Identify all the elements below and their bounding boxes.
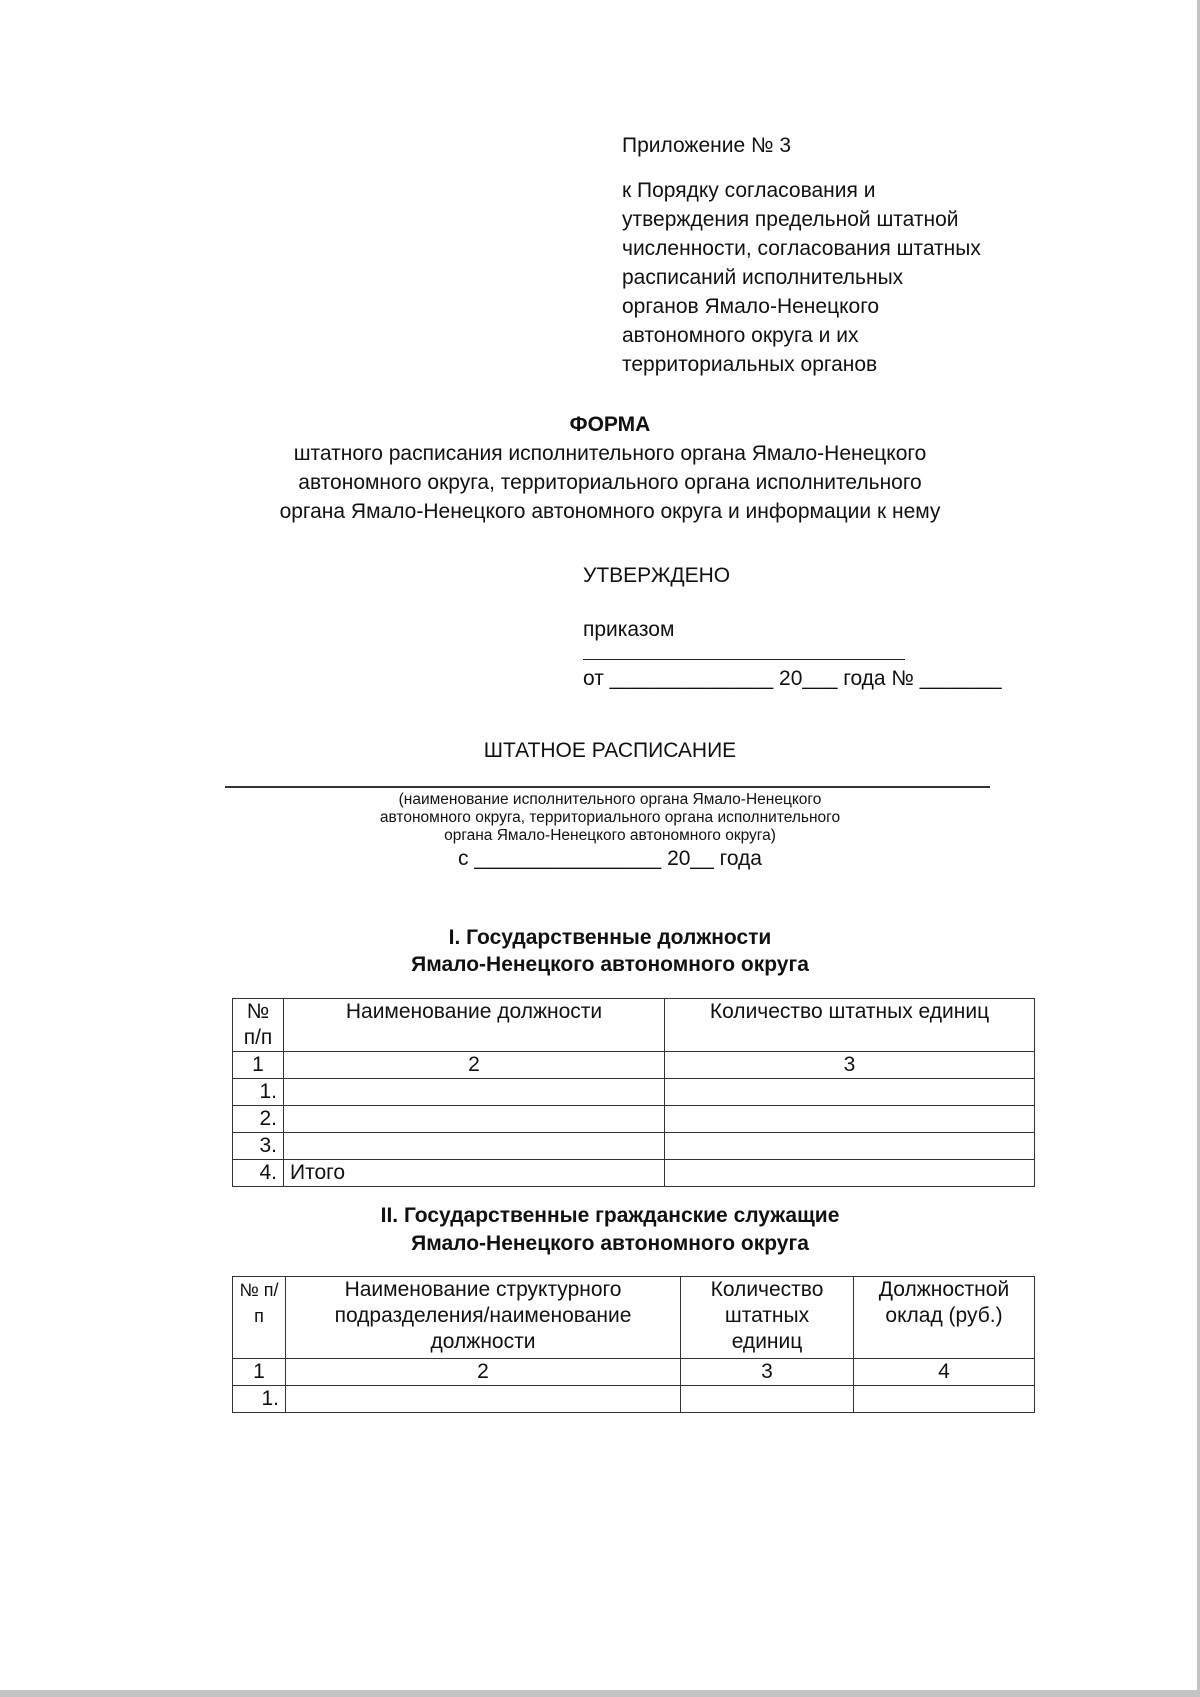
form-line: штатного расписания исполнительного органа Ямало-Ненецкого: [293, 442, 927, 465]
table-header-row: [233, 1277, 1035, 1359]
heading-line: Ямало-Ненецкого автономного округа: [411, 953, 809, 976]
cell[interactable]: [665, 1106, 1035, 1133]
caption-line: (наименование исполнительного органа Ямало-Ненецкого: [398, 791, 822, 808]
cell: 1: [233, 1359, 286, 1386]
cell[interactable]: [286, 1386, 681, 1413]
cell[interactable]: [665, 1133, 1035, 1160]
table-numbering-row: [233, 1359, 1035, 1386]
header-cell: № п/п: [233, 1277, 286, 1359]
table-row: [233, 1386, 1035, 1413]
cell: 1.: [233, 1386, 286, 1413]
cell[interactable]: [665, 1079, 1035, 1106]
cell[interactable]: [681, 1386, 854, 1413]
cell[interactable]: [284, 1079, 665, 1106]
cell: 3: [665, 1052, 1035, 1079]
organ-caption: [210, 791, 1010, 845]
table-header-row: [233, 999, 1035, 1052]
table-row: [233, 1160, 1035, 1187]
section2-heading: [210, 1202, 1010, 1258]
by-order-label: приказом: [583, 618, 675, 641]
cell[interactable]: [665, 1160, 1035, 1187]
header-cell: Количество штатных единиц: [665, 999, 1035, 1052]
cell[interactable]: [854, 1386, 1035, 1413]
appendix-line: численности, согласования штатных: [622, 237, 981, 260]
cell: 2: [286, 1359, 681, 1386]
cell: 4.: [233, 1160, 284, 1187]
order-name-line: [583, 659, 905, 660]
form-block: [210, 410, 1010, 526]
table-numbering-row: [233, 1052, 1035, 1079]
cell: 2.: [233, 1106, 284, 1133]
header-cell: Наименование структурного подразделения/наименование должности: [286, 1277, 681, 1359]
cell: 1: [233, 1052, 284, 1079]
appendix-line: расписаний исполнительных: [622, 266, 904, 289]
cell[interactable]: [284, 1106, 665, 1133]
heading-line: I. Государственные должности: [448, 926, 772, 949]
cell: Итого: [284, 1160, 665, 1187]
form-title: ФОРМА: [569, 413, 651, 436]
form-line: автономного округа, территориального органа исполнительного: [298, 471, 922, 494]
appendix-line: к Порядку согласования и: [622, 179, 876, 202]
table-row: [233, 1133, 1035, 1160]
heading-line: Ямало-Ненецкого автономного округа: [411, 1232, 809, 1255]
appendix-title: Приложение № 3: [622, 134, 792, 157]
cell: 2: [284, 1052, 665, 1079]
form-line: органа Ямало-Ненецкого автономного округа и информации к нему: [279, 500, 941, 523]
cell: 3: [681, 1359, 854, 1386]
cell: 4: [854, 1359, 1035, 1386]
caption-line: органа Ямало-Ненецкого автономного округа): [444, 827, 776, 844]
organ-name-line: [225, 786, 990, 788]
cell[interactable]: [284, 1133, 665, 1160]
cell: 3.: [233, 1133, 284, 1160]
appendix-text: [622, 176, 981, 379]
header-cell: Количество штатных единиц: [681, 1277, 854, 1359]
header-cell: № п/п: [233, 999, 284, 1052]
appendix-line: утверждения предельной штатной: [622, 208, 959, 231]
header-cell: Наименование должности: [284, 999, 665, 1052]
schedule-from-date: с ________________ 20__ года: [458, 847, 762, 870]
appendix-line: органов Ямало-Ненецкого: [622, 295, 880, 318]
section1-table: [232, 998, 1035, 1187]
caption-line: автономного округа, территориального органа исполнительного: [379, 809, 841, 826]
table-row: [233, 1106, 1035, 1133]
table-row: [233, 1079, 1035, 1106]
approved-label: УТВЕРЖДЕНО: [583, 564, 731, 587]
section1-heading: [210, 924, 1010, 978]
header-cell: Должностной оклад (руб.): [854, 1277, 1035, 1359]
section2-table: [232, 1276, 1035, 1413]
heading-line: II. Государственные гражданские служащие: [380, 1204, 840, 1227]
cell: 1.: [233, 1079, 284, 1106]
appendix-line: территориальных органов: [622, 353, 878, 376]
schedule-title: ШТАТНОЕ РАСПИСАНИЕ: [483, 739, 737, 762]
appendix-line: автономного округа и их: [622, 324, 859, 347]
order-date-line: от ______________ 20___ года № _______: [583, 667, 1002, 690]
